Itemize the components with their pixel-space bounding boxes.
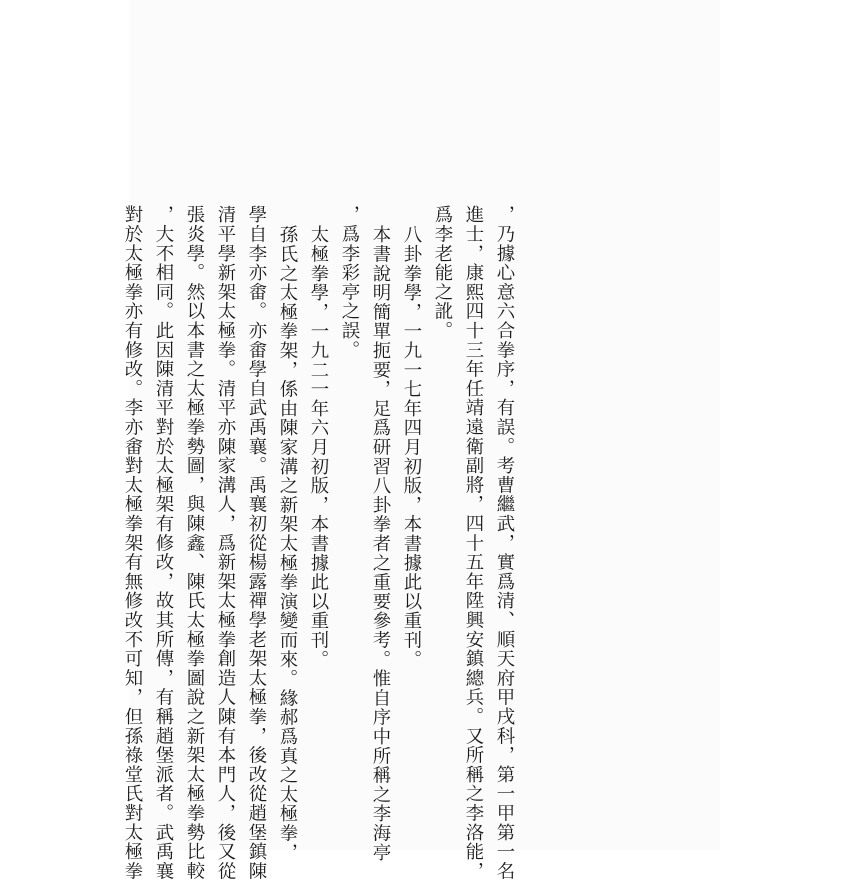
text-column: 對於太極拳亦有修改。李亦畬對太極拳架有無修改不可知，但孫祿堂氏對太極拳 — [122, 205, 143, 881]
text-column: 太極拳學，一九二一年六月初版，本書據此以重刊。 — [308, 225, 329, 670]
book-page — [122, 0, 720, 881]
text-column: ，大不相同。此因陳清平對於太極架有修改，故其所傳，有稱趙堡派者。武禹襄 — [153, 205, 174, 881]
text-column: 本書說明簡單扼要，足爲研習八卦拳者之重要參考。惟自序中所稱之李海亭 — [370, 225, 391, 863]
text-column: ，爲李彩亭之誤。 — [339, 205, 360, 360]
text-column: 孫氏之太極拳架，係由陳家溝之新架太極拳演變而來。緣郝爲真之太極拳， — [277, 225, 298, 863]
text-column: 八卦拳學，一九一七年四月初版，本書據此以重刊。 — [401, 225, 422, 670]
text-column: 張炎學。然以本書之太極拳勢圖，與陳鑫、陳氏太極拳圖說之新架太極拳勢比較 — [184, 205, 205, 881]
text-column: 學自李亦畬。亦畬學自武禹襄。禹襄初從楊露禪學老架太極拳，後改從趙堡鎮陳 — [246, 205, 267, 881]
text-column: 爲李老能之訛。 — [432, 205, 453, 341]
text-column: 清平學新架太極拳。清平亦陳家溝人，爲新架太極拳創造人陳有本門人，後又從 — [215, 205, 236, 881]
vertical-text-block — [80, 205, 520, 881]
text-column: ，乃據心意六合拳序，有誤。考曹繼武，實爲清、順天府甲戌科，第一甲第一名 — [494, 205, 515, 881]
text-column: 進士，康熙四十三年任靖遠衛副將，四十五年陞興安鎮總兵。又所稱之李洛能， — [463, 205, 484, 881]
